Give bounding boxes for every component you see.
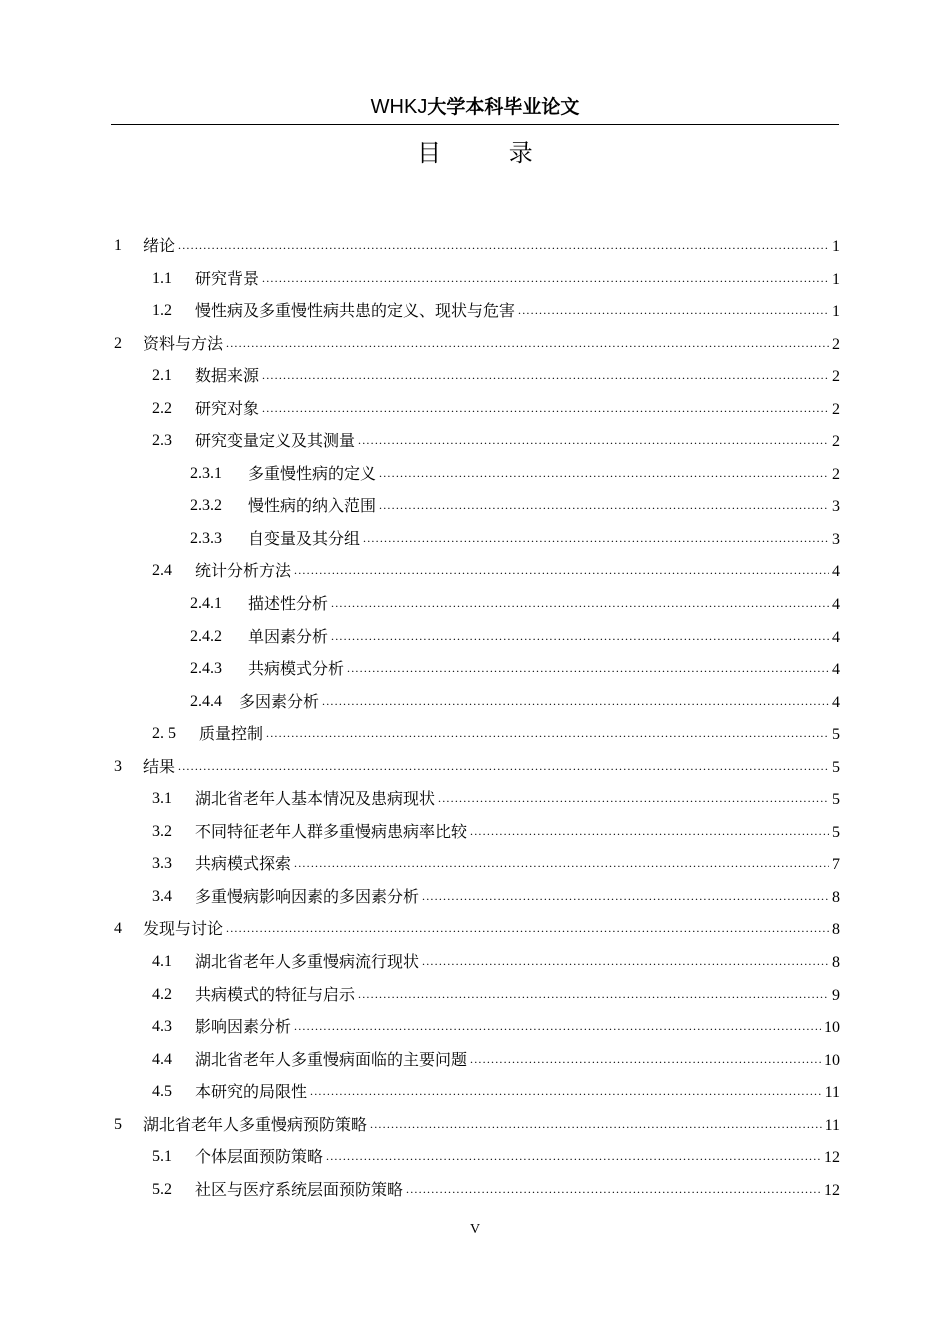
toc-leader-dots [358,424,829,457]
toc-entry[interactable] [0,393,950,426]
toc-leader-dots [370,1108,822,1141]
toc-entry[interactable] [0,490,950,523]
toc-entry-title: 多重慢病影响因素的多因素分析 [195,886,420,906]
toc-entry-number: 2.3.1 [190,464,222,482]
toc-entry-title: 研究背景 [195,268,260,288]
toc-entry-title: 慢性病及多重慢性病共患的定义、现状与危害 [195,301,516,321]
toc-leader-dots [226,327,829,360]
toc-entry-line [195,783,840,817]
toc-entry-line [248,458,840,492]
toc-leader-dots [178,229,829,262]
toc-entry-page: 3 [832,530,840,548]
toc-leader-dots [294,847,829,880]
toc-entry-number: 3 [114,757,122,775]
toc-entry-title: 共病模式探索 [195,854,292,874]
toc-entry-line [248,523,840,557]
toc-entry-title: 质量控制 [199,724,264,744]
toc-entry-page: 10 [824,1019,840,1037]
toc-entry-line [195,946,840,980]
toc-entry-line [195,1141,840,1175]
toc-entry-line [195,1011,840,1045]
toc-leader-dots [331,587,829,620]
toc-entry-number: 2.4.3 [190,660,222,678]
toc-entry-number: 5.1 [152,1148,172,1166]
toc-entry-title: 结果 [143,756,176,776]
toc-entry-page: 1 [832,303,840,321]
toc-entry-page: 5 [832,791,840,809]
toc-leader-dots [331,620,829,653]
toc-entry[interactable] [0,360,950,393]
toc-entry-page: 1 [832,238,840,255]
toc-entry[interactable] [0,523,950,556]
toc-entry-number: 5 [114,1115,122,1133]
toc-entry[interactable] [0,1141,950,1174]
toc-entry[interactable] [0,848,950,881]
toc-leader-dots [262,262,829,295]
toc-leader-dots [422,945,829,978]
toc-entry-title: 自变量及其分组 [248,528,361,548]
toc-entry-line [195,425,840,459]
toc-entry[interactable] [0,751,950,784]
toc-leader-dots [422,880,829,913]
toc-entry-title: 本研究的局限性 [195,1082,308,1102]
toc-entry-number: 2 [114,334,122,352]
toc-entry[interactable] [0,1174,950,1207]
toc-entry-title: 统计分析方法 [195,561,292,581]
toc-leader-dots [347,652,829,685]
toc-entry-line [239,686,840,720]
toc-entry-title: 湖北省老年人基本情况及患病现状 [195,789,436,809]
toc-leader-dots [178,750,829,783]
toc-entry-title: 共病模式的特征与启示 [195,984,356,1004]
toc-entry[interactable] [0,1109,950,1142]
toc-entry-page: 5 [832,823,840,841]
toc-leader-dots [262,392,829,425]
toc-entry-line [248,490,840,524]
toc-entry-title: 多因素分析 [239,691,320,711]
toc-entry[interactable] [0,783,950,816]
toc-entry-title: 个体层面预防策略 [195,1147,324,1167]
toc-entry-page: 4 [832,596,840,614]
toc-entry-number: 2.4.2 [190,627,222,645]
toc-entry-page: 10 [824,1051,840,1069]
toc-entry-line [195,979,840,1013]
toc-entry[interactable] [0,458,950,491]
toc-entry-line [143,328,840,362]
toc-entry-page: 2 [832,368,840,386]
toc-entry-number: 2.3.3 [190,529,222,547]
toc-entry-title: 描述性分析 [248,594,329,614]
toc-entry-page: 5 [832,726,840,744]
toc-leader-dots [518,294,829,327]
toc-entry-number: 5.2 [152,1180,172,1198]
toc-entry-page: 11 [824,1116,840,1134]
toc-entry-page: 4 [832,661,840,679]
toc-entry-number: 1.1 [152,269,172,287]
toc-entry-line [199,718,840,752]
toc-entry-number: 2.4 [152,562,172,580]
toc-entry-page: 3 [832,498,840,516]
toc-entry[interactable] [0,555,950,588]
toc-entry-number: 1 [114,237,122,254]
toc-entry-page: 2 [832,465,840,483]
toc-leader-dots [326,1140,821,1173]
toc-entry-number: 3.2 [152,822,172,840]
toc-entry[interactable] [0,425,950,458]
toc-leader-dots [294,1010,821,1043]
toc-entry-line [195,816,840,850]
page-header [111,94,839,120]
toc-entry[interactable] [0,263,950,296]
toc-entry-title: 慢性病的纳入范围 [248,496,377,516]
toc-entry-number: 4.2 [152,985,172,1003]
footer-page-number: V [469,1222,481,1237]
toc-entry-number: 3.4 [152,887,172,905]
toc-entry-title: 湖北省老年人多重慢病预防策略 [143,1114,368,1134]
toc-entry-number: 2.3 [152,432,172,450]
toc-entry-line [143,913,840,947]
toc-entry-number: 2.4.4 [190,692,222,710]
toc-entry-number: 2. 5 [152,725,176,743]
toc-entry-page: 2 [832,400,840,418]
toc-entry-page: 7 [832,856,840,874]
toc-leader-dots [438,782,829,815]
toc-entry-line [195,1174,840,1208]
toc-leader-dots [226,912,829,945]
toc-entry-page: 8 [832,954,840,972]
toc-entry-number: 2.4.1 [190,595,222,613]
toc-entry-title: 单因素分析 [248,626,329,646]
toc-entry-page: 8 [832,921,840,939]
toc-title: 目 录 [417,139,563,167]
toc-entry-page: 12 [824,1181,840,1199]
toc-entry-line [143,1109,840,1143]
toc-leader-dots [406,1173,821,1206]
toc-entry-title: 发现与讨论 [143,919,224,939]
toc-leader-dots [262,359,829,392]
toc-entry[interactable] [0,588,950,621]
toc-entry[interactable] [0,881,950,914]
toc-entry-number: 4.3 [152,1018,172,1036]
toc-entry-title: 不同特征老年人群多重慢病患病率比较 [195,821,468,841]
toc-entry-title: 资料与方法 [143,333,224,353]
toc-entry-page: 2 [832,433,840,451]
toc-entry[interactable] [0,653,950,686]
toc-entry-title: 研究对象 [195,398,260,418]
toc-entry-line [195,881,840,915]
toc-leader-dots [470,1043,821,1076]
toc-leader-dots [310,1075,822,1108]
toc-entry-page: 11 [824,1084,840,1102]
toc-leader-dots [470,815,829,848]
toc-entry[interactable] [0,979,950,1012]
toc-entry[interactable] [0,686,950,719]
toc-entry-line [195,1044,840,1078]
toc-entry-page: 8 [832,888,840,906]
toc-entry-line [248,653,840,687]
toc-entry-line [248,621,840,655]
toc-entry-line [195,1076,840,1110]
toc-entry-page: 4 [832,693,840,711]
toc-leader-dots [379,489,829,522]
toc-entry-line [195,295,840,329]
toc-entry-page: 5 [832,758,840,776]
toc-entry-number: 4 [114,920,122,938]
toc-entry-title: 湖北省老年人多重慢病流行现状 [195,952,420,972]
toc-entry-line [195,555,840,589]
toc-entry-page: 4 [832,628,840,646]
toc-entry-title: 影响因素分析 [195,1017,292,1037]
toc-entry-number: 4.5 [152,1083,172,1101]
toc-entry-title: 湖北省老年人多重慢病面临的主要问题 [195,1049,468,1069]
header-latin: WHKJ [370,96,428,118]
toc-entry-title: 共病模式分析 [248,659,345,679]
toc-entry-line [248,588,840,622]
toc-entry[interactable] [0,913,950,946]
toc-entry[interactable] [0,295,950,328]
toc-leader-dots [266,717,829,750]
toc-entry-page: 12 [824,1149,840,1167]
toc-leader-dots [322,685,829,718]
toc-entry-line [195,848,840,882]
toc-entry-page: 1 [832,270,840,288]
toc-entry[interactable] [0,328,950,361]
toc-entry-title: 数据来源 [195,366,260,386]
toc-leader-dots [379,457,829,490]
toc-entry-line [195,263,840,297]
toc-entry[interactable] [0,946,950,979]
toc-entry-title: 研究变量定义及其测量 [195,431,356,451]
header-rule [111,124,839,125]
table-of-contents [0,230,950,1206]
toc-entry-page: 9 [832,986,840,1004]
toc-entry-number: 3.1 [152,790,172,808]
toc-entry-title: 绪论 [143,236,176,255]
toc-entry-line [143,751,840,785]
toc-entry-number: 2.3.2 [190,497,222,515]
toc-entry-number: 3.3 [152,855,172,873]
toc-entry[interactable] [0,621,950,654]
toc-entry[interactable] [0,1044,950,1077]
toc-entry-number: 2.1 [152,367,172,385]
toc-entry[interactable] [0,1076,950,1109]
toc-entry-page: 2 [832,335,840,353]
toc-entry-number: 4.4 [152,1050,172,1068]
toc-entry[interactable] [0,1011,950,1044]
toc-leader-dots [358,978,829,1011]
header-title: 大学本科毕业论文 [427,96,580,118]
toc-entry-number: 2.2 [152,399,172,417]
toc-leader-dots [294,554,829,587]
toc-entry-line [195,393,840,427]
toc-entry[interactable] [0,816,950,849]
toc-entry-title: 社区与医疗系统层面预防策略 [195,1179,404,1199]
toc-entry-line [195,360,840,394]
toc-entry-title: 多重慢性病的定义 [248,463,377,483]
toc-entry-number: 1.2 [152,302,172,320]
toc-entry-line [143,230,840,264]
toc-entry-number: 4.1 [152,953,172,971]
toc-entry-page: 4 [832,563,840,581]
toc-entry[interactable] [0,230,950,263]
toc-leader-dots [363,522,829,555]
toc-entry[interactable] [0,718,950,751]
